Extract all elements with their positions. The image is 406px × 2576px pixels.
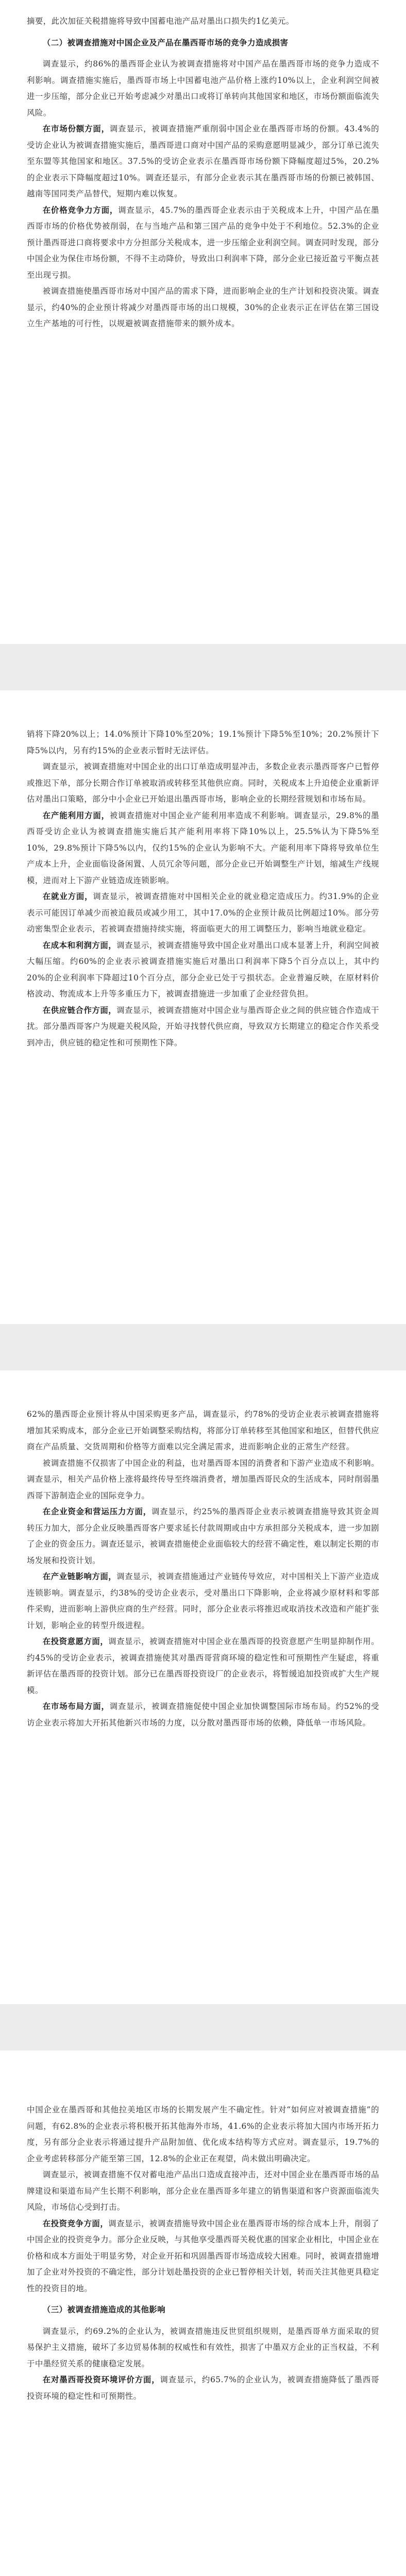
paragraph	[27, 889, 379, 938]
paragraph-body: 调查显示，被调查措施通过产业链传导效应，对中国相关上下游产业造成连锁影响。调查显示，约38%的受访企业表示，受对墨出口下降影响，企业将减少原材料和零部件采购，进而影响上游供应商的生产经营。同时，部分企业表示将推迟或取消技术改造和产能扩张计划，影响企业的转型升级进程。	[27, 1572, 379, 1630]
paragraph-lead: 在投资竞争方面，	[42, 2218, 109, 2228]
paragraph-lead: 在对墨西哥投资环境评价方面，	[42, 2375, 160, 2384]
document-page-1	[0, 0, 406, 644]
paragraph	[27, 202, 379, 284]
paragraph: 被调查措施不仅损害了中国企业的利益，也对墨西哥本国的消费者和下游产业造成不利影响。调查显示，相关产品价格上涨将最终传导至终端消费者，增加墨西哥民众的生活成本，同时削弱墨西哥下游制造企业的国际竞争力。	[27, 1458, 379, 1500]
paragraph-body: 调查显示，被调查措施严重削弱中国企业在墨西哥市场的份额。43.4%的受访企业认为被调查措施实施后，墨西哥进口商对中国产品的采购意愿明显减少，部分订单已流失至东盟等其他国家和地区。37.5%的受访企业表示在墨西哥市场份额下降幅度超过5%，20.2%的企业表示下降幅度超过10%。调查还显示，有部分企业表示其在墨西哥市场的份额已被韩国、越南等国同类产品替代，短期内难以恢复。	[27, 124, 379, 198]
paragraph	[27, 1504, 379, 1569]
paragraph	[27, 1699, 379, 1731]
paragraph	[27, 121, 379, 202]
section-heading: （三）被调查措施造成的其他影响	[42, 2305, 166, 2314]
paragraph-lead: 在产业链影响方面，	[42, 1572, 117, 1581]
paragraph-lead: 在成本和利润方面，	[42, 940, 117, 950]
paragraph: 调查显示，被调查措施对中国企业的出口订单造成明显冲击，多数企业表示墨西哥客户已暂停或推迟下单，部分长期合作订单被取消或转移至其他供应商。同时，关税成本上升迫使企业重新评估对墨出口策略，部分中小企业已开始退出墨西哥市场，影响企业的长期经营规划和市场布局。	[27, 762, 379, 804]
paragraph-body: 调查显示，被调查措施导致中国企业对墨出口成本显著上升，利润空间被大幅压缩。约60%的企业表示被调查措施实施后对墨出口利润率下降5个百分点以上，其中约20%的企业利润率下降超过10个百分点，部分企业已处于亏损状态。企业普遍反映，在原材料价格波动、物流成本上升等多重压力下，被调查措施进一步加重了企业经营负担。	[27, 940, 379, 998]
paragraph-lead: 在投资意愿方面，	[42, 1637, 109, 1646]
document-page-2	[0, 690, 406, 1324]
paragraph-lead: 在企业资金和营运压力方面，	[42, 1507, 152, 1516]
document-page-4	[0, 2050, 406, 2576]
paragraph: 调查显示，被调查措施不仅对蓄电池产品出口造成直接冲击，还对中国企业在墨西哥市场的品牌建设和渠道布局产生长期不利影响，部分企业在墨西哥多年建立的销售渠道和客户资源面临流失风险，市场信心受到打击。	[27, 2170, 379, 2212]
paragraph	[27, 1569, 379, 1634]
paragraph	[27, 938, 379, 1003]
paragraph-body: 调查显示，被调查措施促使中国企业加快调整国际市场布局。约52%的受访企业表示将加大开拓其他新兴市场的力度，以分散对墨西哥市场的依赖，降低单一市场风险。	[27, 1702, 379, 1727]
document-page-3	[0, 1370, 406, 2004]
paragraph	[27, 2372, 379, 2404]
paragraph: 销将下降20%以上；14.0%预计下降10%至20%；19.1%预计下降5%至10%；20.2%预计下降5%以内，另有约15%的企业表示暂时无法评估。	[27, 730, 379, 755]
paragraph	[27, 2216, 379, 2297]
paragraph-body: 调查显示，被调查措施对中国企业在墨西哥的投资意愿产生明显抑制作用。约45%的受访企业表示，被调查措施使其对墨西哥营商环境的稳定性和可预期性产生疑虑，将重新评估在墨西哥的投资计划。部分已在墨西哥投资设厂的企业表示，将暂缓追加投资或扩大生产规模。	[27, 1637, 379, 1695]
paragraph: 调查显示，约86%的墨西哥企业认为被调查措施将对中国产品在墨西哥市场的竞争力造成不利影响。调查措施实施后，墨西哥市场上中国蓄电池产品价格上涨约10%以上，企业利润空间被进一步压缩，部分企业已开始考虑减少对墨出口或将订单转向其他国家和地区，市场份额面临流失风险。	[27, 59, 379, 117]
paragraph: 调查显示，约69.2%的企业认为，被调查措施违反世贸组织规则，是墨西哥单方面采取的贸易保护主义措施，破坏了多边贸易体制的权威性和有效性，损害了中墨双方企业的正当权益，不利于中墨经贸关系的健康稳定发展。	[27, 2326, 379, 2368]
paragraph-body: 被调查措施对中国企业产能利用率造成不利影响。调查显示，29.8%的墨西哥受访企业认为被调查措施实施后其产能利用率将下降10%以上，25.5%认为下降5%至10%，29.8%预计下降5%以内，仅约15%的企业认为影响不大。产能利用率下降将导致单位生产成本上升，企业面临设备闲置、人员冗余等问题，部分企业已开始调整生产计划，缩减生产线规模，进而对上下游产业链造成连锁影响。	[27, 810, 379, 885]
paragraph	[27, 1634, 379, 1699]
paragraph: 中国企业在墨西哥和其他拉美地区市场的长期发展产生不确定性。针对“如何应对被调查措施”的问题，有62.8%的企业表示将积极开拓其他海外市场，41.6%的企业表示将加大国内市场开拓力度，另有部分企业表示将通过提升产品附加值、优化成本结构等方式应对。调查显示，19.7%的企业考虑转移部分产能至第三国，12.8%的企业正在观望，尚未做出明确决定。	[27, 2105, 379, 2163]
paragraph: 摘要，此次加征关税措施将导致中国蓄电池产品对墨出口损失约1亿美元。	[27, 16, 294, 26]
paragraph: 62%的墨西哥企业预计将从中国采购更多产品，调查显示，约78%的受访企业表示被调查措施将增加其采购成本，部分企业已开始调整采购结构，将部分订单转移至其他国家和地区，但替代供应商在产品质量、交货周期和价格等方面难以完全满足需求，进而影响企业的正常生产经营。	[27, 1410, 379, 1451]
paragraph-body: 调查显示，约65.7%的企业认为，被调查措施降低了墨西哥投资环境的稳定性和可预期性。	[27, 2375, 379, 2401]
paragraph-body: 调查显示，约25%的墨西哥企业表示被调查措施导致其资金周转压力加大，部分企业反映墨西哥客户要求延长付款周期或由中方承担部分关税成本，进一步加剧了企业的资金压力。调查还显示，被调查措施使企业面临较大的经营不确定性，难以制定长期的市场发展和投资计划。	[27, 1507, 379, 1565]
section-heading: （二）被调查措施对中国企业及产品在墨西哥市场的竞争力造成损害	[42, 38, 289, 47]
paragraph-lead: 在价格竞争力方面，	[42, 205, 119, 215]
paragraph-lead: 在产能利用方面，	[42, 810, 110, 820]
paragraph-body: 调查显示，被调查措施对中国相关企业的就业稳定造成压力。约31.9%的企业表示可能因订单减少而被迫裁员或减少用工，其中17.0%的企业预计裁员比例超过10%。部分劳动密集型企业表示，若被调查措施持续实施，将面临更大的用工调整压力，影响当地就业稳定。	[27, 892, 379, 934]
paragraph-lead: 在市场份额方面，	[42, 124, 110, 133]
paragraph: 被调查措施使墨西哥市场对中国产品的需求下降，进而影响企业的生产计划和投资决策。调查显示，约40%的企业预计将减少对墨西哥市场的出口规模，30%的企业表示正在评估在第三国设立生产基地的可行性，以规避被调查措施带来的额外成本。	[27, 286, 379, 328]
paragraph-body: 调查显示，45.7%的墨西哥企业表示由于关税成本上升，中国产品在墨西哥市场的价格优势被削弱，在与当地产品和第三国产品的竞争中处于不利地位。52.3%的企业预计墨西哥进口商将要求中方分担部分关税成本，进一步压缩企业利润空间。调查同时发现，部分中国企业为保住市场份额，不得不主动降价，导致出口利润率下降，部分企业已接近盈亏平衡点甚至出现亏损。	[27, 205, 379, 280]
paragraph-body: 调查显示，被调查措施对中国企业与墨西哥企业之间的供应链合作造成干扰。部分墨西哥客户为规避关税风险，开始寻找替代供应商，导致双方长期建立的稳定合作关系受到冲击，供应链的稳定性和可预期性下降。	[27, 1005, 379, 1047]
paragraph	[27, 808, 379, 889]
paragraph	[27, 1003, 379, 1052]
paragraph-lead: 在供应链合作方面，	[42, 1005, 117, 1015]
paragraph-body: 调查显示，被调查措施导致中国企业在墨西哥市场的综合成本上升，削弱了中国企业的投资竞争力。部分企业反映，与其他享受墨西哥关税优惠的国家企业相比，中国企业在价格和成本方面处于明显劣势，对企业开拓和巩固墨西哥市场造成较大困难。同时，被调查措施增加了企业对外投资的不确定性，部分计划赴墨投资的企业已暂停相关计划，转而关注其他更具稳定性的投资目的地。	[27, 2218, 379, 2293]
paragraph-lead: 在就业方面，	[42, 892, 93, 901]
paragraph-lead: 在市场布局方面，	[42, 1702, 110, 1711]
